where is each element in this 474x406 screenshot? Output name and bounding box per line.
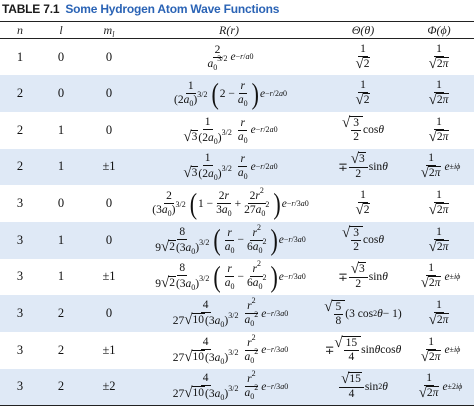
cell-n: 1 — [16, 49, 24, 64]
cell-ml: 0 — [105, 196, 113, 211]
cell-theta: ∓ √ 3 2 sin θ — [338, 261, 388, 291]
cell-n: 3 — [0, 295, 40, 332]
cell-radial: 8 9 √ 2 $(3a_0)^{3/2}$ ( $\frac{r}{a_0}$ − $\frac{r^2}{6a_0^2}$ ) e −r/3a0 — [136, 222, 322, 259]
table-row — [0, 39, 474, 76]
table-caption — [2, 2, 279, 18]
cell-ml: ±1 — [82, 149, 136, 186]
cell-ml: 0 — [82, 222, 136, 259]
cell-ml: 0 — [105, 49, 113, 64]
cell-n: 2 — [0, 149, 40, 186]
cell-n: 2 — [16, 122, 24, 137]
cell-radial: 4 27 √ 10 $(3a_0)^{3/2}$ $\frac{r^2}{a_0^2}$ e −r/3a0 — [172, 332, 289, 366]
cell-l: 2 — [57, 342, 65, 357]
cell-l: 2 — [40, 369, 82, 406]
cell-n: 3 — [0, 222, 40, 259]
cell-theta: ∓ √ $\frac{15}{4}$ sin θ cos θ — [324, 335, 402, 364]
cell-radial: 1 √ 3 $(2a_0)^{3/2}$ $\frac{r}{a_0}$ e −r/2a0 — [136, 149, 322, 186]
cell-l: 0 — [57, 196, 65, 211]
header-l: l — [40, 22, 82, 39]
cell-ml: 0 — [105, 122, 113, 137]
cell-l: 2 — [40, 295, 82, 332]
cell-l: 1 — [40, 222, 82, 259]
table-row — [0, 295, 474, 332]
cell-ml: 0 — [82, 75, 136, 112]
cell-theta: 1 √ 2 — [355, 189, 370, 219]
cell-ml: ±2 — [82, 369, 136, 406]
cell-radial: $\frac{2}{(3a_0)^{3/2}}$ ( 1 − $\frac{2r}{3a_0}$ + $\frac{2r^2}{27a_0^2}$ ) e −r/3a0 — [152, 186, 309, 220]
table-number: TABLE 7.1 — [2, 2, 60, 16]
table-row — [0, 112, 474, 149]
header-n: n — [0, 22, 40, 39]
cell-l: 1 — [40, 149, 82, 186]
header-radial: R(r) — [136, 22, 322, 39]
cell-n: 3 — [16, 342, 24, 357]
cell-phi: 1 √ 2π — [404, 75, 474, 112]
header-theta: Θ(θ) — [322, 22, 404, 39]
table-row — [0, 259, 474, 296]
cell-phi: 1 √ 2π e ±iϕ — [404, 149, 474, 186]
table-row — [0, 369, 474, 406]
cell-n: 3 — [16, 269, 24, 284]
cell-phi: 1 √ 2π e ±2iϕ — [404, 369, 474, 406]
header-ml: $m_l$ — [82, 22, 136, 39]
cell-radial: 1 √ 3 $(2a_0)^{3/2}$ $\frac{r}{a_0}$ e −r/2a0 — [183, 115, 278, 146]
cell-l: 1 — [57, 269, 65, 284]
cell-ml: ±1 — [102, 342, 116, 357]
cell-theta: 1 √ 2 — [322, 75, 404, 112]
cell-theta: √ $\frac{3}{2}$ cos θ — [322, 222, 404, 259]
cell-n: 2 — [0, 75, 40, 112]
cell-n: 3 — [16, 196, 24, 211]
cell-ml: ±1 — [102, 269, 116, 284]
cell-n: 3 — [0, 369, 40, 406]
cell-phi: 1 √ 2π — [428, 189, 449, 219]
cell-l: 1 — [57, 122, 65, 137]
cell-phi: 1 √ 2π — [428, 115, 449, 145]
cell-radial: 8 9 √ 2 $(3a_0)^{3/2}$ ( $\frac{r}{a_0}$ − $\frac{r^2}{6a_0^2}$ ) e −r/3a0 — [155, 259, 306, 294]
cell-phi: 1 √ 2π — [428, 42, 449, 72]
cell-l: 0 — [57, 49, 65, 64]
table-row — [0, 75, 474, 112]
table-row — [0, 149, 474, 186]
cell-theta: √ $\frac{5}{8}$ (3 cos 2 θ − 1) — [322, 295, 404, 332]
cell-theta: √ 15 4 sin 2 θ — [322, 369, 404, 406]
cell-theta: √ $\frac{3}{2}$ cos θ — [342, 115, 384, 144]
cell-radial: 4 27 √ 10 $(3a_0)^{3/2}$ $\frac{r^2}{a_0^2}$ e −r/3a0 — [136, 369, 322, 406]
cell-theta: 1 √ 2 — [355, 42, 370, 72]
wave-function-table — [0, 21, 474, 406]
cell-radial: $\frac{2}{a_0^{3/2}}$ e −r/a0 — [207, 43, 254, 72]
cell-phi: 1 √ 2π e ±iϕ — [420, 335, 461, 365]
table-row — [0, 332, 474, 369]
cell-radial: $\frac{1}{(2a_0)^{3/2}}$ ( 2 − $\frac{r}{a_0}$ ) e −r/2a0 — [136, 75, 322, 112]
table-row — [0, 222, 474, 259]
cell-phi: 1 √ 2π e ±iϕ — [420, 262, 461, 292]
table-row — [0, 185, 474, 222]
table-title: Some Hydrogen Atom Wave Functions — [65, 2, 280, 16]
header-phi: Φ(ϕ) — [404, 22, 474, 39]
cell-theta: ∓ √ 3 2 sin θ — [322, 149, 404, 186]
header-row — [0, 22, 474, 39]
cell-radial: 4 27 √ 10 $(3a_0)^{3/2}$ $\frac{r^2}{a_0^2}$ e −r/3a0 — [136, 295, 322, 332]
cell-phi: 1 √ 2π — [404, 295, 474, 332]
cell-l: 0 — [40, 75, 82, 112]
cell-ml: 0 — [82, 295, 136, 332]
cell-phi: 1 √ 2π — [404, 222, 474, 259]
